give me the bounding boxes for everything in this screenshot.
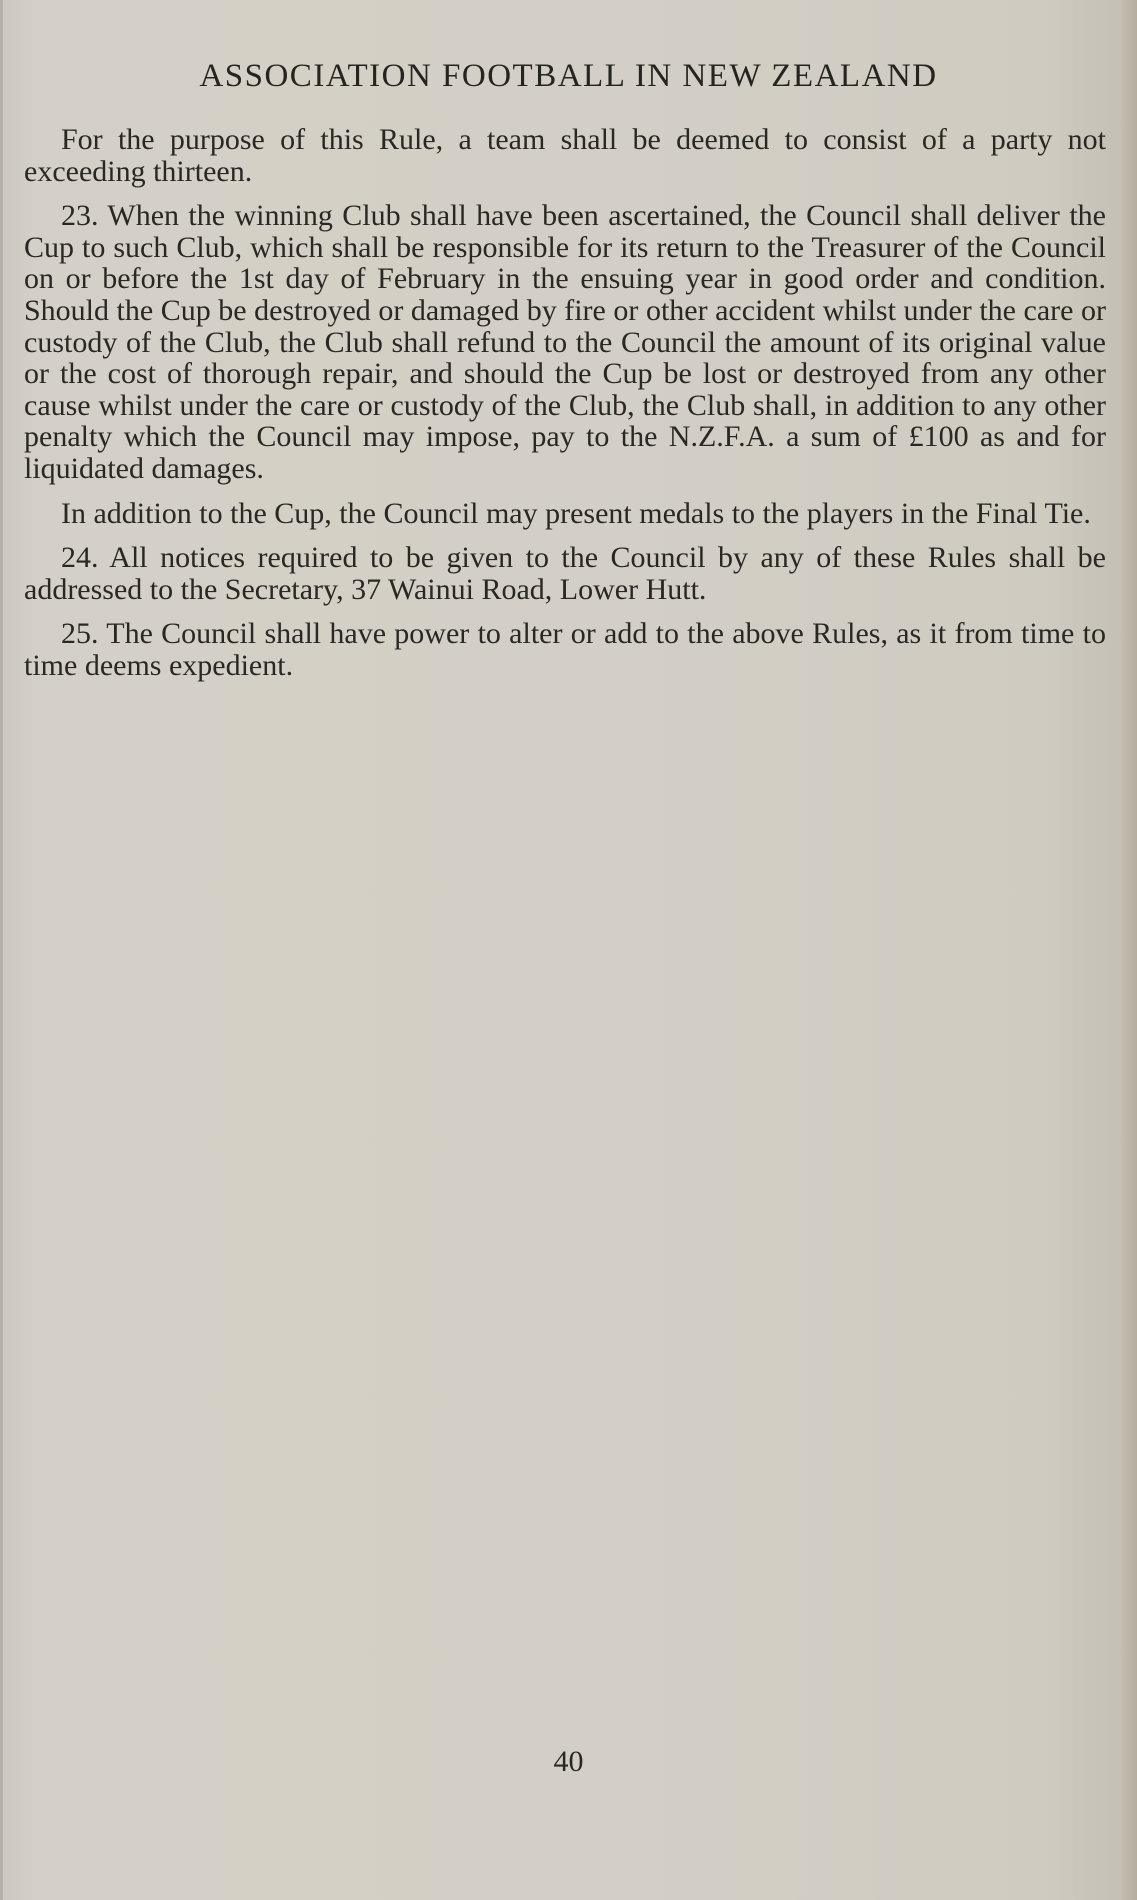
- paragraph-team-definition: For the purpose of this Rule, a team shall be deemed to consist of a party not exceeding thirteen.: [24, 123, 1106, 188]
- paragraph-rule-24: 24. All notices required to be given to the Council by any of these Rules shall be addressed to the Secretary, 37 Wainui Road, Lower Hutt.: [24, 541, 1106, 606]
- paragraph-medals: In addition to the Cup, the Council may present medals to the players in the Final Tie.: [61, 496, 1091, 530]
- paragraph-rule-25: 25. The Council shall have power to alter or add to the above Rules, as it from time to time deems expedient.: [24, 617, 1106, 682]
- page-number: 40: [553, 1745, 584, 1778]
- body-text: [24, 124, 1106, 695]
- running-head: ASSOCIATION FOOTBALL IN NEW ZEALAND: [199, 58, 938, 94]
- page-right-edge: [1119, 0, 1137, 1900]
- page-left-edge: [0, 0, 3, 1900]
- paragraph-rule-23: 23. When the winning Club shall have been ascertained, the Council shall deliver the Cup to such Club, which shall be responsible for its return to the Treasurer of the Council on or before the 1st day of February in the ensuing year in good order and condition. Should the Cup be destroyed or damaged by fire or other accident whilst under the care or custody of the Club, the Club shall refund to the Council the amount of its original value or the cost of thorough repair, and should the Cup be lost or destroyed from any other cause whilst under the care or custody of the Club, the Club shall, in addition to any other penalty which the Council may impose, pay to the N.Z.F.A. a sum of £100 as and for liquidated damages.: [24, 199, 1106, 485]
